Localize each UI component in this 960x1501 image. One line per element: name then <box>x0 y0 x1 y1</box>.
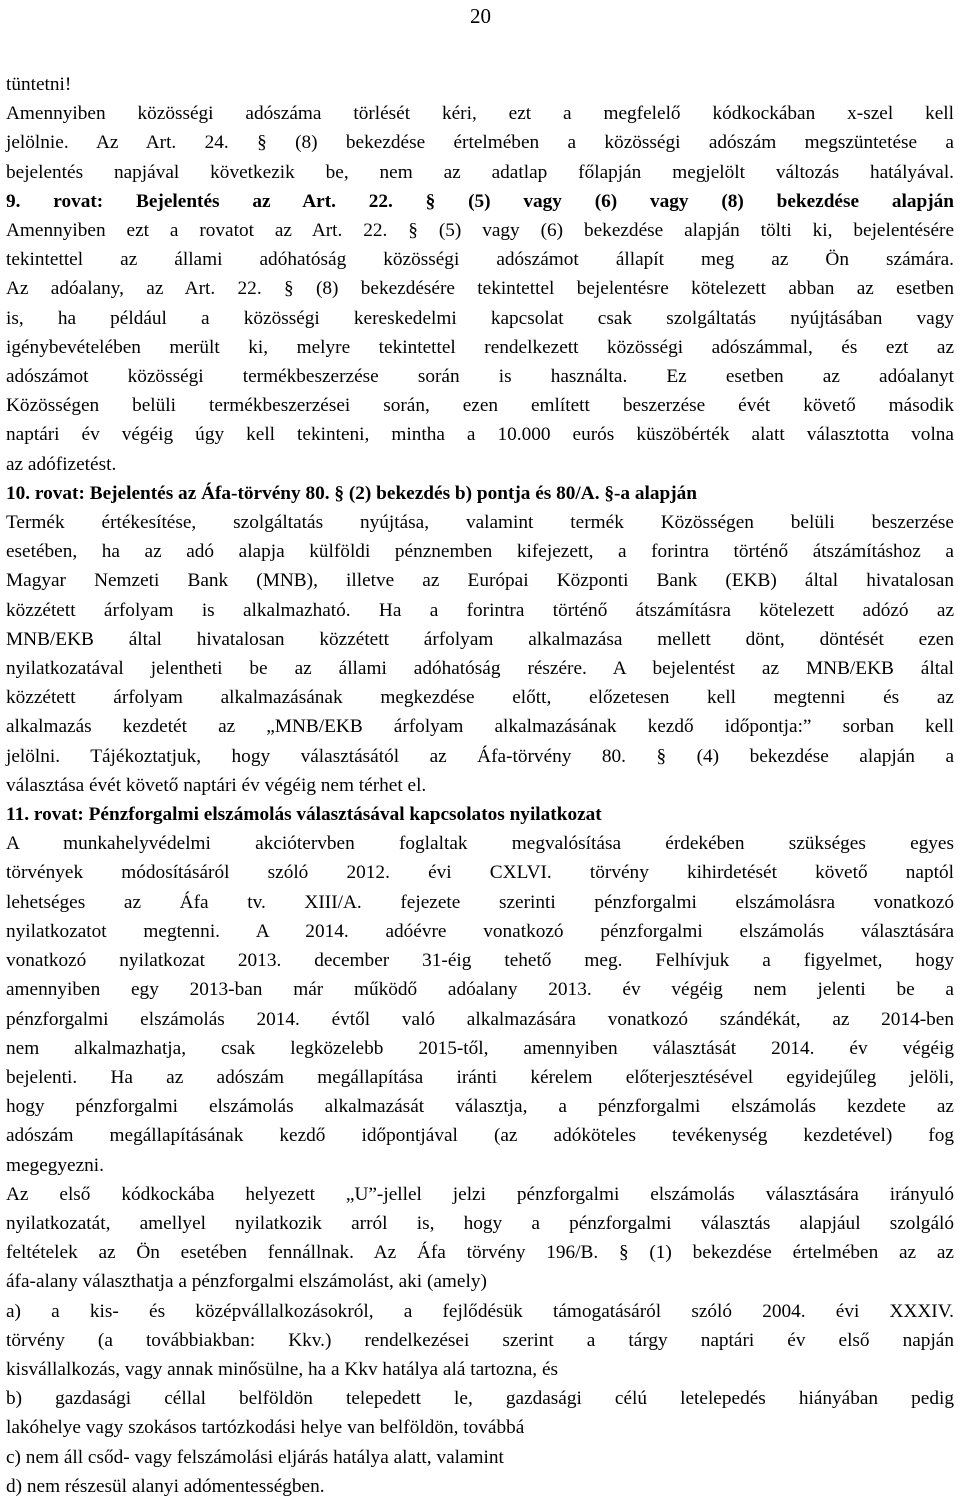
text-line: tüntetni! <box>6 74 72 95</box>
text-line: közzétett árfolyam is alkalmazható. Ha a forintra történő átszámításra kötelezett adózó az <box>6 599 954 621</box>
text-line: az adófizetést. <box>6 453 117 475</box>
text-line: megegyezni. <box>6 1154 104 1176</box>
text-line: tekintettel az állami adóhatóság közösségi adószámot állapít meg az Ön számára. <box>6 249 954 271</box>
text-line: Az adóalany, az Art. 22. § (8) bekezdésére tekintettel bejelentésre kötelezett abban az esetben <box>6 278 954 300</box>
text-line: vonatkozó nyilatkozat 2013. december 31-éig tehető meg. Felhívjuk a figyelmet, hogy <box>6 950 954 972</box>
document-body <box>6 70 954 1501</box>
page-number: 20 <box>470 4 491 28</box>
text-line: naptári év végéig úgy kell tekinteni, mintha a 10.000 eurós küszöbérték alatt választotta volna <box>6 424 954 446</box>
heading-text: 10. rovat: Bejelentés az Áfa-törvény 80. § (2) bekezdés b) pontja és 80/A. §-a alapján <box>6 482 697 504</box>
text-line: feltételek az Ön esetében fennállnak. Az Áfa törvény 196/B. § (1) bekezdése értelmében az az <box>6 1242 954 1264</box>
text-line: igénybevételében merült ki, melyre tekintettel rendelkezett közösségi adószámmal, és ezt az <box>6 336 954 358</box>
text-line: jelölni. Tájékoztatjuk, hogy választásától az Áfa-törvény 80. § (4) bekezdése alapján a <box>6 745 954 767</box>
text-line: pénzforgalmi elszámolás 2014. évtől való alkalmazására vonatkozó szándékát, az 2014-ben <box>6 1008 954 1030</box>
text-line: nyilatkozatot megtenni. A 2014. adóévre vonatkozó pénzforgalmi elszámolás választására <box>6 920 954 942</box>
text-line: MNB/EKB által hivatalosan közzétett árfolyam alkalmazása mellett dönt, döntését ezen <box>6 628 954 650</box>
section-heading-11 <box>6 800 954 829</box>
text-line: Közösségen belüli termékbeszerzései során, ezen említett beszerzése évét követő második <box>6 395 954 417</box>
text-line: jelölnie. Az Art. 24. § (8) bekezdése értelmében a közösségi adószám megszüntetése a <box>6 132 954 154</box>
text-line: áfa-alany választhatja a pénzforgalmi elszámolást, aki (amely) <box>6 1271 487 1293</box>
text-line: amennyiben egy 2013-ban már működő adóalany 2013. év végéig nem jelenti be a <box>6 979 954 1001</box>
section-heading-9 <box>6 187 954 216</box>
text-line: adószám megállapításának kezdő időpontjával (az adóköteles tevékenység kezdetével) fog <box>6 1125 954 1147</box>
list-item-c: c) nem áll csőd- vagy felszámolási eljárás hatálya alatt, valamint <box>6 1446 504 1468</box>
text-line: Az első kódkockába helyezett „U”-jellel jelzi pénzforgalmi elszámolás választására irányuló <box>6 1183 954 1205</box>
text-line: törvények módosításáról szóló 2012. évi CXLVI. törvény kihirdetését követő naptól <box>6 862 954 884</box>
list-item-a: a) a kis- és középvállalkozásokról, a fejlődésük támogatásáról szóló 2004. évi XXXIV. <box>6 1300 954 1322</box>
text-line: választása évét követő naptári év végéig nem térhet el. <box>6 774 427 796</box>
text-line: A munkahelyvédelmi akciótervben foglaltak megvalósítása érdekében szükséges egyes <box>6 833 954 855</box>
text-line: Amennyiben közösségi adószáma törlését kéri, ezt a megfelelő kódkockában x-szel kell <box>6 103 954 125</box>
text-line: Termék értékesítése, szolgáltatás nyújtása, valamint termék Közösségen belüli beszerzése <box>6 512 954 534</box>
text-line: adószámot közösségi termékbeszerzése során is használta. Ez esetben az adóalanyt <box>6 366 954 388</box>
text-line: kisvállalkozás, vagy annak minősülne, ha a Kkv hatálya alá tartozna, és <box>6 1358 559 1380</box>
text-line: bejelentés napjával következik be, nem az adatlap főlapján megjelölt változás hatályával. <box>6 161 954 183</box>
text-line: közzétett árfolyam alkalmazásának megkezdése előtt, előzetesen kell megtenni és az <box>6 687 954 709</box>
text-line: Amennyiben ezt a rovatot az Art. 22. § (5) vagy (6) bekezdése alapján tölti ki, bejelentésére <box>6 220 954 242</box>
text-line: alkalmazás kezdetét az „MNB/EKB árfolyam alkalmazásának kezdő időpontja:” sorban kell <box>6 716 954 738</box>
text-line: nem alkalmazhatja, csak legközelebb 2015-től, amennyiben választását 2014. év végéig <box>6 1037 954 1059</box>
text-line: lehetséges az Áfa tv. XIII/A. fejezete szerinti pénzforgalmi elszámolásra vonatkozó <box>6 891 954 913</box>
text-line: nyilatkozatát, amellyel nyilatkozik arról is, hogy a pénzforgalmi választás alapjául szolgáló <box>6 1212 954 1234</box>
text-line: törvény (a továbbiakban: Kkv.) rendelkezései szerint a tárgy naptári év első napján <box>6 1329 954 1351</box>
text-line: is, ha például a közösségi kereskedelmi kapcsolat csak szolgáltatás nyújtásában vagy <box>6 307 954 329</box>
text-line: lakóhelye vagy szokásos tartózkodási helye van belföldön, továbbá <box>6 1417 525 1439</box>
list-item-b: b) gazdasági céllal belföldön telepedett le, gazdasági célú letelepedés hiányában pedig <box>6 1388 954 1410</box>
text-line: bejelenti. Ha az adószám megállapítása iránti kérelem előterjesztésével egyidejűleg jelöli, <box>6 1066 954 1088</box>
section-heading-10 <box>6 479 954 508</box>
text-line: nyilatkozatával jelentheti be az állami adóhatóság részére. A bejelentést az MNB/EKB által <box>6 658 954 680</box>
list-item-d: d) nem részesül alanyi adómentességben. <box>6 1475 325 1497</box>
text-line: hogy pénzforgalmi elszámolás alkalmazását választja, a pénzforgalmi elszámolás kezdete az <box>6 1096 954 1118</box>
heading-text: 11. rovat: Pénzforgalmi elszámolás választásával kapcsolatos nyilatkozat <box>6 804 602 826</box>
text-line: esetében, ha az adó alapja külföldi pénznemben kifejezett, a forintra történő átszámításhoz a <box>6 541 954 563</box>
text-line: Magyar Nemzeti Bank (MNB), illetve az Európai Központi Bank (EKB) által hivatalosan <box>6 570 954 592</box>
heading-text: 9. rovat: Bejelentés az Art. 22. § (5) vagy (6) vagy (8) bekezdése alapján <box>6 190 954 212</box>
